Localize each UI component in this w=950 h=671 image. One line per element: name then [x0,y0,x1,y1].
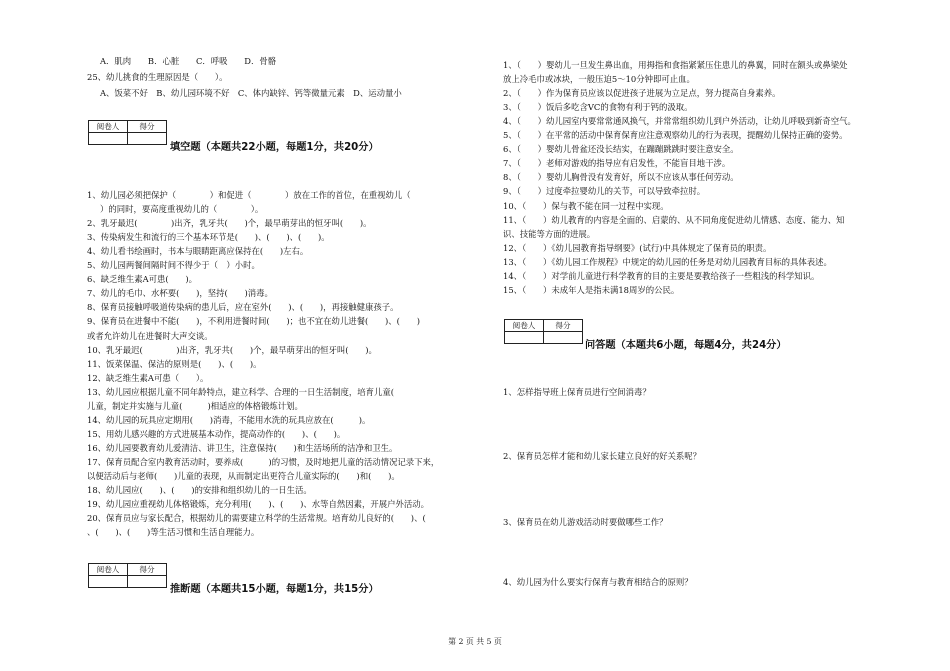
judge-question-line: 2、（ ）作为保育员应该以促进孩子进展为立足点，努力提高自身素养。 [503,88,781,99]
fill-question-line: 13、幼儿园应根据儿童不同年龄特点，建立科学、合理的一日生活制度，培育儿童( [87,386,395,397]
fill-question-line: 20、保育员应与家长配合，根据幼儿的需要建立科学的生活常规。培育幼儿良好的( )、( [87,513,426,524]
fill-question-line: 18、幼儿园应( )、( )的安排和组织幼儿的一日生活。 [87,485,312,496]
judge-question-line: 1、（ ）婴幼儿一旦发生鼻出血，用拇指和食指紧紧压住患儿的鼻翼，同时在额头或鼻梁处 [503,60,848,70]
score-label: 得分 [544,320,583,332]
q25-options: A、饭菜不好 B、幼儿园环境不好 C、体内缺锌、钙等微量元素 D、运动量小 [100,88,402,98]
qa-item: 1、怎样指导班上保育员进行空间消毒？ [503,387,651,397]
judge-question-line: 5、（ ）在平常的活动中保育保育应注意观察幼儿的行为表现，提醒幼儿保持正确的姿势。 [503,130,848,141]
q25-question: 25、幼儿挑食的生理原因是（ ）。 [87,72,228,82]
page-number: 第 2 页 共 5 页 [448,637,502,646]
fill-question-line: 或者允许幼儿在进餐时大声交谈。 [87,330,213,341]
judge-question-line: 12、（ ）《幼儿园教育指导纲要》(试行)中具体规定了保育员的职责。 [503,242,772,253]
qa-item: 2、保育员怎样才能和幼儿家长建立良好的好关系呢？ [503,451,701,461]
score-label: 得分 [128,121,167,133]
fill-question-line: 16、幼儿园要教育幼儿爱清洁、讲卫生，注意保持( )和生活场所的洁净和卫生。 [87,442,398,453]
fill-question-line: 以便活动后与老师( )儿童的表现，从而制定出更符合儿童实际的( )和( )。 [87,471,400,481]
fill-question-line: 6、缺乏维生素A可患( )。 [87,274,198,285]
grader-label: 阅卷人 [89,121,128,133]
score-box-fill [88,120,167,145]
judge-question-line: 9、（ ）过度牵拉婴幼儿的关节，可以导致牵拉肘。 [503,186,706,197]
judge-question-line: 识、技能等方面的进展。 [503,228,596,239]
fill-question-line: 17、保育员配合室内教育活动时，要养成( )的习惯，及时地把儿童的活动情况记录下来， [87,456,440,467]
judge-question-line: 14、（ ）对学前儿童进行科学教育的目的主要是要教给孩子一些粗浅的科学知识。 [503,270,820,281]
judge-question-line: 4、（ ）幼儿园室内要常常通风换气，并常常组织幼儿到户外活动，让幼儿呼吸到新奇空气。 [503,116,856,127]
fill-question-line: 8、保育员接触呼吸道传染病的患儿后，应在室外( )、( )，再接触健康孩子。 [87,302,399,313]
fill-question-line: 14、幼儿园的玩具应定期用( )消毒，不能用水洗的玩具应放在( )。 [87,414,371,425]
fill-question-line: 12、缺乏维生素A可患（ ）。 [87,372,209,383]
fill-question-line: 4、幼儿看书绘画时，书本与眼睛距离应保持在( )左右。 [87,246,309,257]
judge-question-line: 8、（ ）婴幼儿胸骨没有发育好，所以不应该从事任何劳动。 [503,172,739,183]
score-label: 得分 [128,564,167,576]
qa-section-title: 问答题（本题共6小题，每题4分，共24分） [585,340,787,351]
fill-question-line: 、( )、( )等生活习惯和生活自理能力。 [87,527,260,538]
grader-label: 阅卷人 [89,564,128,576]
fill-question-line: 3、传染病发生和流行的三个基本环节是( )、( )、( )。 [87,232,330,243]
judge-question-line: 11、（ ）幼儿教育的内容是全面的、启蒙的、从不同角度促进幼儿情感、态度、能力、知 [503,214,845,225]
fill-question-line: 7、幼儿的毛巾、水杯要( )，坚持( )消毒。 [87,288,273,299]
judge-question-line: 6、（ ）婴幼儿骨盆还没长结实，在蹦蹦跳跳时要注意安全。 [503,144,739,155]
fill-question-line: 19、幼儿园应重视幼儿体格锻炼，充分利用( )、( )、水等自然因素，开展户外活动。 [87,499,429,510]
score-box-judge [88,563,167,588]
judge-question-line: 13、（ ）《幼儿园工作规程》中规定的幼儿园的任务是对幼儿园教育目标的具体表述。 [503,256,832,267]
qa-item: 4、幼儿园为什么要实行保育与教育相结合的原则？ [503,577,693,587]
fill-question-line: 2、乳牙最迟( )出齐，乳牙共( )个，最早萌芽出的恒牙叫( )。 [87,218,372,229]
fill-question-line: 15、用幼儿感兴趣的方式进展基本动作，提高动作的( )、( )。 [87,428,346,439]
judge-section-title: 推断题（本题共15小题，每题1分，共15分） [170,584,379,595]
grader-label: 阅卷人 [505,320,544,332]
fill-question-line: 10、乳牙最迟( )出齐，乳牙共( )个，最早萌芽出的恒牙叫( )。 [87,344,377,355]
judge-question-line: 放上冷毛巾或冰块，一般压迫5～10分钟即可止血。 [503,74,695,85]
qa-item: 3、保育员在幼儿游戏活动时要做哪些工作？ [503,517,668,527]
fill-question-line: 儿童，制定并实施与儿童( )相适应的体格锻炼计划。 [87,400,303,411]
judge-question-line: 15、（ ）未成年人是指未满18周岁的公民。 [503,284,680,295]
fill-section-title: 填空题（本题共22小题，每题1分，共20分） [170,142,379,153]
judge-question-line: 10、（ ）保与教不能在同一过程中实现。 [503,200,669,211]
q24-options: A．肌肉 B．心脏 C．呼吸 D．骨骼 [100,56,277,66]
score-box-qa [504,319,583,344]
fill-question-line: 5、幼儿园两餐间隔时间不得少于（ ）小时。 [87,260,260,271]
fill-question-line: 1、幼儿园必须把保护（ ）和促进（ ）放在工作的首位，在重视幼儿（ [87,190,411,200]
judge-question-line: 7、（ ）老师对游戏的指导应有启发性，不能盲目地干涉。 [503,158,731,169]
fill-question-line: 9、保育员在进餐中不能( )，不利用进餐时间( )；也不宜在幼儿进餐( )、( ) [87,316,420,327]
fill-question-line: ）的同时，要高度重视幼儿的（ ）。 [100,204,264,215]
fill-question-line: 11、饭菜保温、保洁的原则是( )、( )。 [87,358,262,369]
judge-question-line: 3、（ ）饭后多吃含VC的食物有利于钙的汲取。 [503,102,693,113]
